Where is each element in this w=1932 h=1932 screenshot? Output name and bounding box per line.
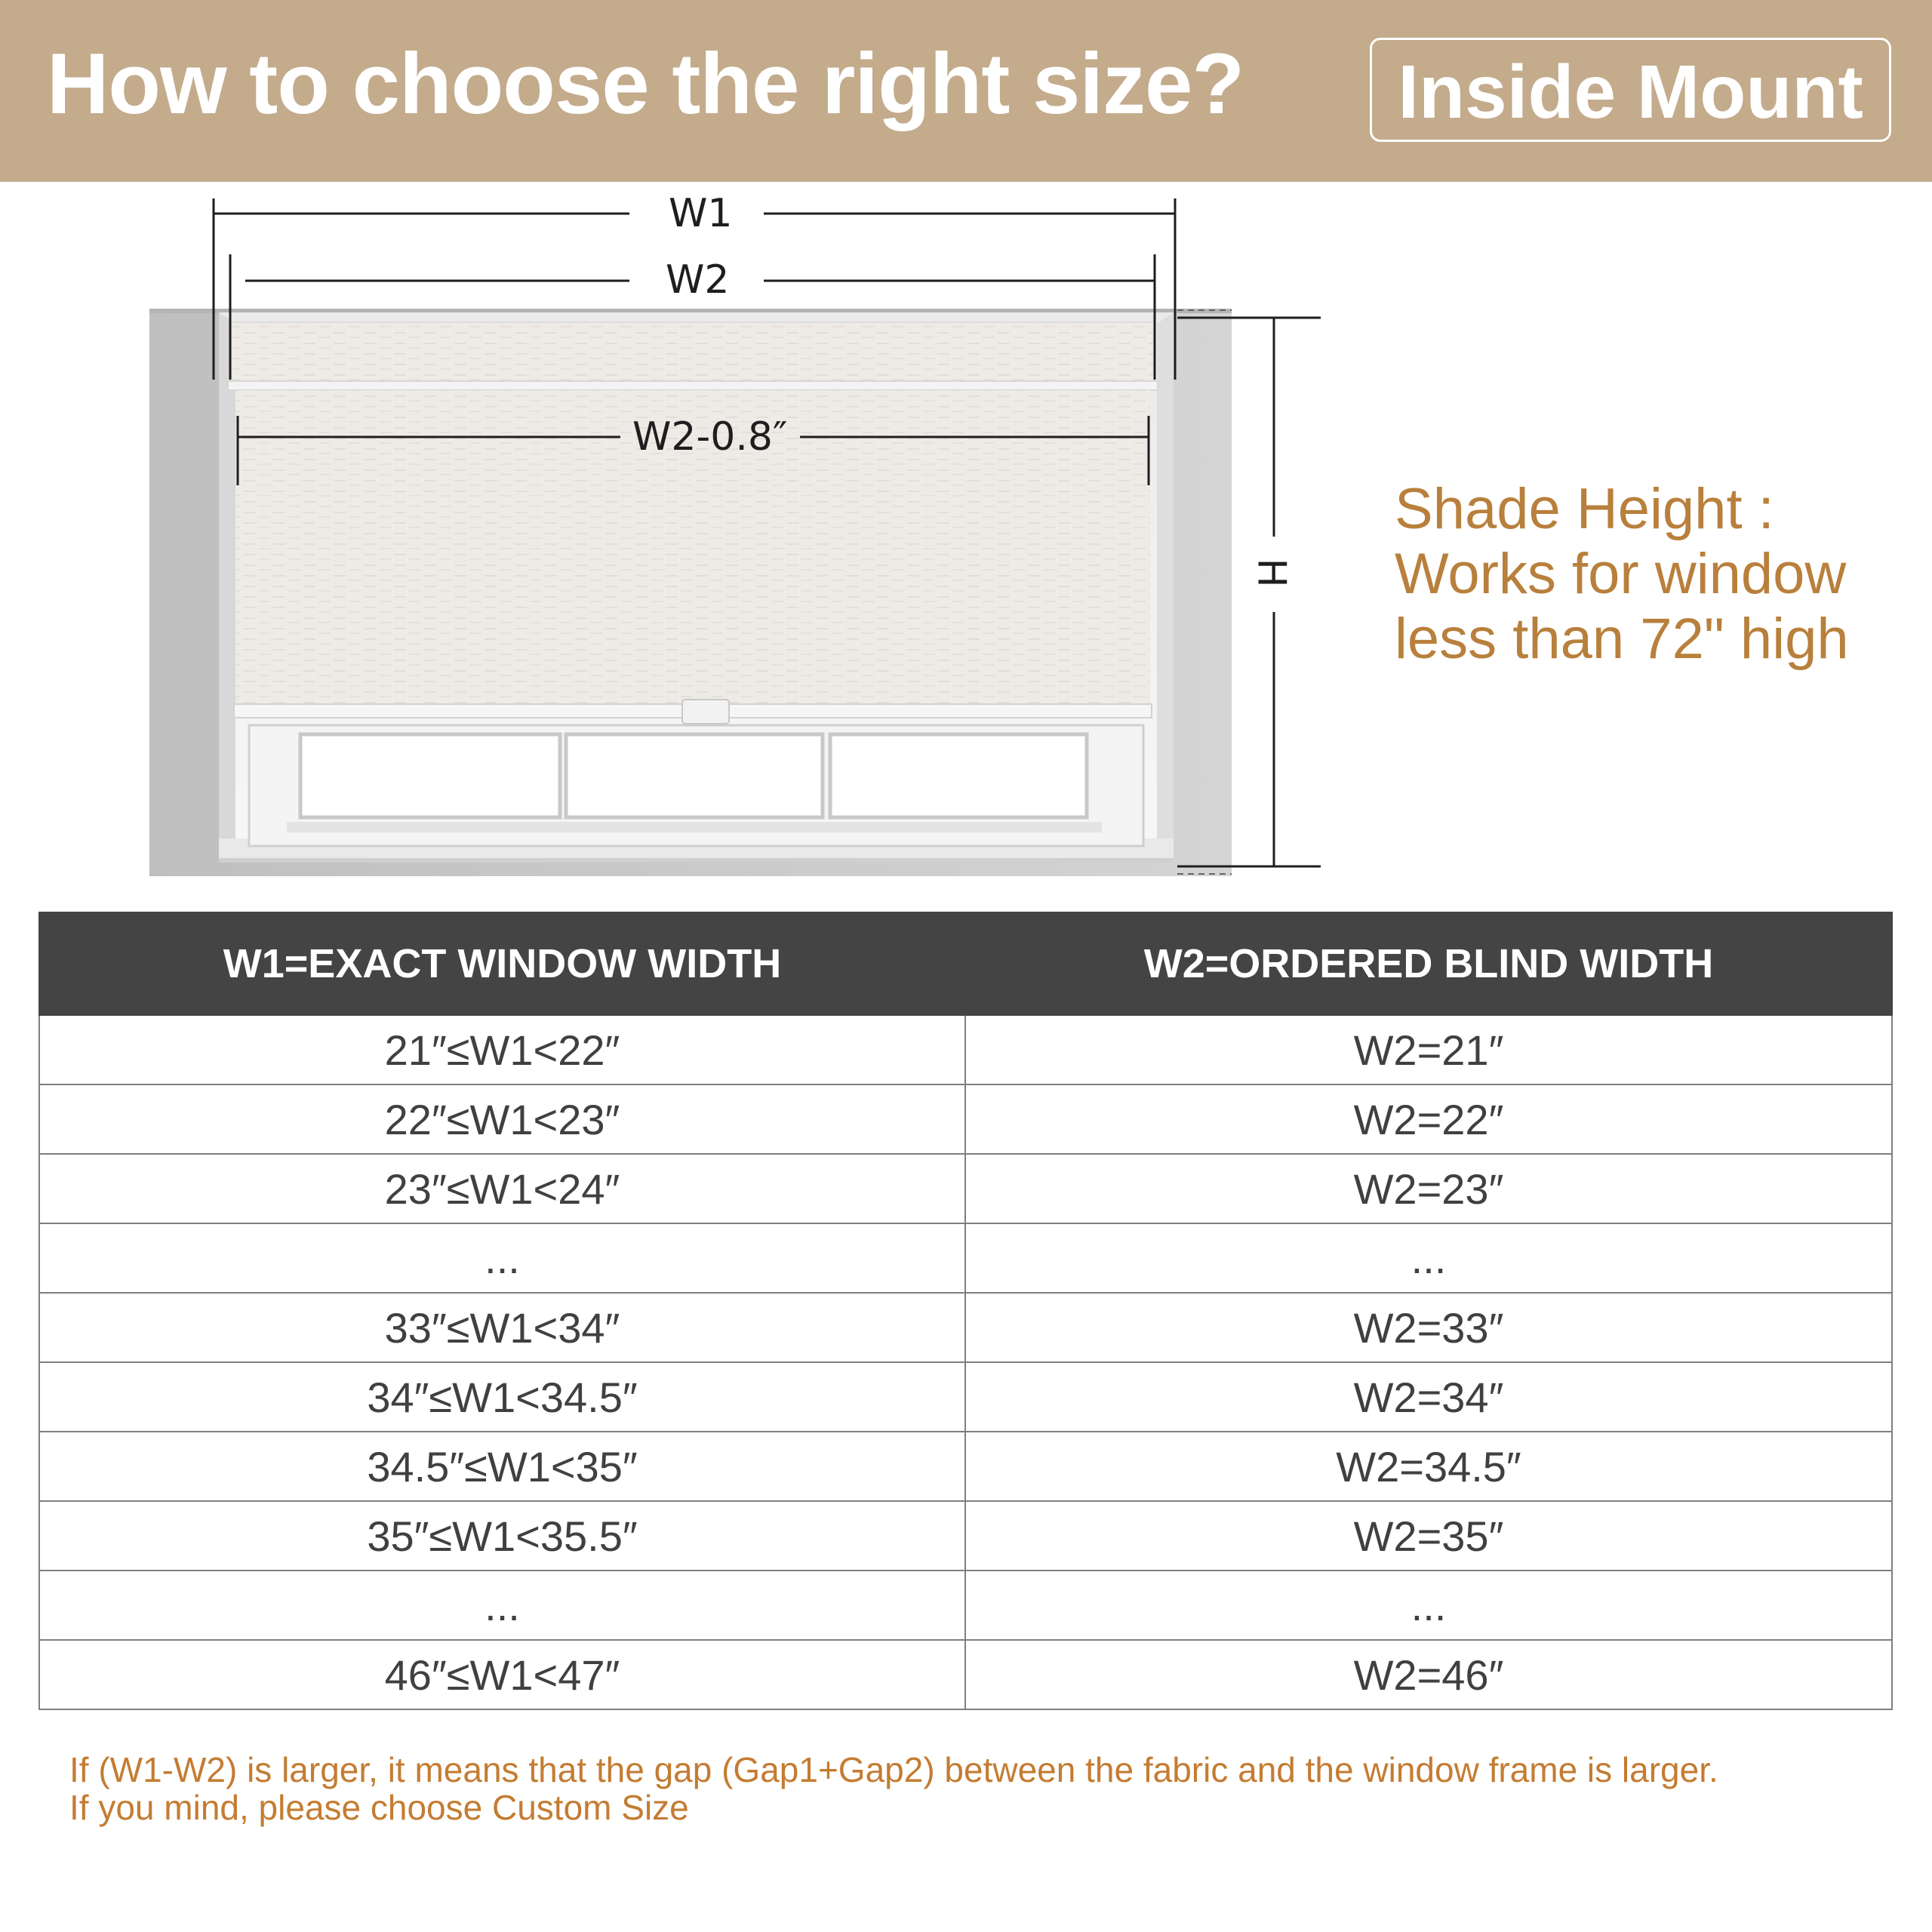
- blind-width-cell: W2=33″: [965, 1293, 1892, 1362]
- page-title: How to choose the right size?: [47, 36, 1244, 132]
- blind-width-cell: W2=23″: [965, 1154, 1892, 1223]
- table-row: [39, 1640, 1892, 1709]
- window-width-cell: 21″≤W1<22″: [39, 1015, 965, 1084]
- footnote-line-2: If you mind, please choose Custom Size: [69, 1788, 689, 1827]
- window-width-cell: 35″≤W1<35.5″: [39, 1501, 965, 1571]
- table-row: [39, 1362, 1892, 1432]
- window-width-cell: 23″≤W1<24″: [39, 1154, 965, 1223]
- table-row: [39, 1432, 1892, 1501]
- column-header-window-width: W1=EXACT WINDOW WIDTH: [39, 912, 965, 1015]
- window-width-cell: ...: [39, 1571, 965, 1640]
- blind-width-cell: ...: [965, 1571, 1892, 1640]
- window-width-cell: 34.5″≤W1<35″: [39, 1432, 965, 1501]
- table-row: [39, 1571, 1892, 1640]
- table-row: [39, 1501, 1892, 1571]
- table-row: [39, 1084, 1892, 1154]
- blind-width-cell: W2=35″: [965, 1501, 1892, 1571]
- shade-note-line-2: Works for window: [1395, 542, 1847, 606]
- window-width-cell: 22″≤W1<23″: [39, 1084, 965, 1154]
- table-row: [39, 1223, 1892, 1293]
- table-row: [39, 1293, 1892, 1362]
- shade-note-line-1: Shade Height :: [1395, 477, 1774, 541]
- blind-width-cell: W2=34.5″: [965, 1432, 1892, 1501]
- window-width-cell: 33″≤W1<34″: [39, 1293, 965, 1362]
- blind-width-cell: ...: [965, 1223, 1892, 1293]
- w1-label: W1: [669, 191, 733, 236]
- mount-type-badge: Inside Mount: [1370, 38, 1891, 142]
- height-label: H: [1248, 558, 1294, 588]
- window-sash: [249, 725, 1143, 846]
- window-width-cell: ...: [39, 1223, 965, 1293]
- blind-width-cell: W2=34″: [965, 1362, 1892, 1432]
- footnote-line-1: If (W1-W2) is larger, it means that the gap (Gap1+Gap2) between the fabric and the window frame is larger.: [69, 1750, 1718, 1789]
- column-header-blind-width: W2=ORDERED BLIND WIDTH: [965, 912, 1892, 1015]
- header-banner: [0, 0, 1932, 182]
- blind-width-cell: W2=22″: [965, 1084, 1892, 1154]
- window-measurement-diagram: [0, 182, 1932, 899]
- fabric-width-label: W2-0.8″: [632, 414, 788, 460]
- size-footnote: [69, 1751, 1911, 1826]
- blind-width-cell: W2=21″: [965, 1015, 1892, 1084]
- w2-label: W2: [666, 257, 730, 303]
- window-width-cell: 46″≤W1<47″: [39, 1640, 965, 1709]
- blind-width-cell: W2=46″: [965, 1640, 1892, 1709]
- shade-note-line-3: less than 72" high: [1395, 607, 1849, 671]
- window-width-cell: 34″≤W1<34.5″: [39, 1362, 965, 1432]
- table-row: [39, 1154, 1892, 1223]
- size-chart-table: [38, 912, 1893, 1710]
- table-row: [39, 1015, 1892, 1084]
- roller-shade: [228, 322, 1158, 724]
- shade-height-note: [1395, 477, 1923, 672]
- table-header-row: [39, 912, 1892, 1015]
